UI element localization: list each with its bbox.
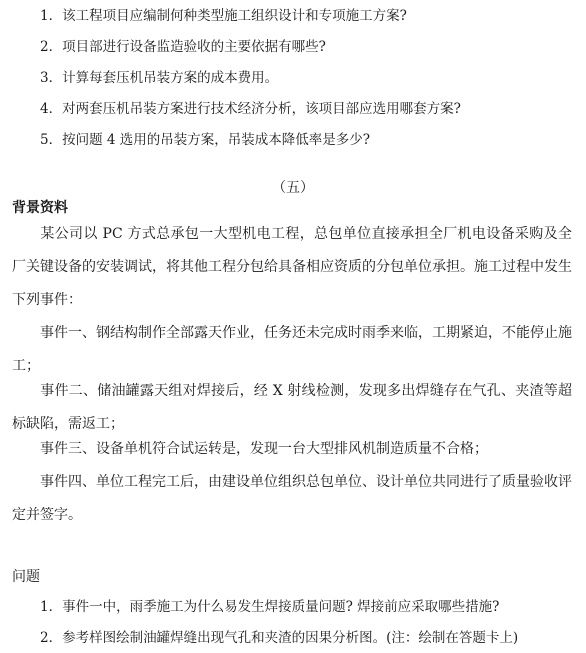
background-heading: 背景资料: [12, 200, 68, 216]
paragraph-text: 事件三、设备单机符合试运转是，发现一台大型排风机制造质量不合格；: [40, 441, 488, 457]
paragraph-text: 某公司以 PC 方式总承包一大型机电工程，总包单位直接承担全厂机电设备采购及全厂关键设备的安装调试，将其他工程分包给具备相应资质的分包单位承担。施工过程中发生下列事件：: [12, 226, 572, 308]
paragraph-event-2: [12, 375, 572, 441]
paragraph-event-1: [12, 317, 572, 383]
paragraph-text: 事件一、钢结构制作全部露天作业，任务还未完成时雨季来临，工期紧迫，不能停止施工；: [12, 325, 572, 374]
paragraph-text: 事件四、单位工程完工后，由建设单位组织总包单位、设计单位共同进行了质量验收评定并签字。: [12, 474, 572, 523]
question-item: 1．该工程项目应编制何种类型施工组织设计和专项施工方案?: [40, 8, 407, 24]
paragraph-event-3: [12, 433, 572, 466]
question-item: 5．按问题 4 选用的吊装方案，吊装成本降低率是多少?: [40, 132, 370, 148]
paragraph-text: 事件二、储油罐露天组对焊接后，经 X 射线检测，发现多出焊缝存在气孔、夹渣等超标缺陷，需返工；: [12, 383, 572, 432]
question-item: 2．项目部进行设备监造验收的主要依据有哪些?: [40, 39, 326, 55]
question-item: 2．参考样图绘制油罐焊缝出现气孔和夹渣的因果分析图。(注：绘制在答题卡上): [40, 630, 519, 646]
question-item: 1．事件一中，雨季施工为什么易发生焊接质量问题? 焊接前应采取哪些措施?: [40, 599, 500, 615]
paragraph-event-4: [12, 466, 572, 532]
question-item: 3．计算每套压机吊装方案的成本费用。: [40, 70, 279, 86]
section-title: （五）: [272, 180, 314, 196]
question-item: 4．对两套压机吊装方案进行技术经济分析，该项目部应选用哪套方案?: [40, 101, 461, 117]
questions-heading: 问题: [12, 569, 40, 585]
paragraph-intro: [12, 218, 572, 317]
